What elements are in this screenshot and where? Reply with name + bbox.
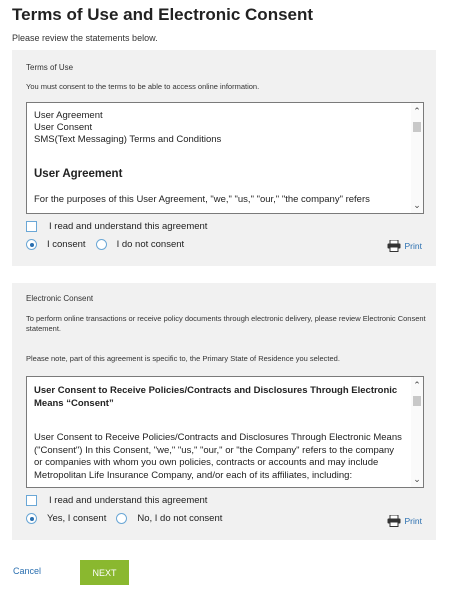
chevron-up-icon[interactable]: ⌃ bbox=[413, 380, 421, 390]
electronic-consent-yes-label: Yes, I consent bbox=[47, 513, 107, 524]
consent-document-box[interactable] bbox=[26, 376, 424, 488]
electronic-consent-radio-no[interactable] bbox=[116, 513, 127, 524]
doc-link-user-consent[interactable]: User Consent bbox=[34, 122, 93, 133]
terms-scrollbar[interactable] bbox=[411, 103, 423, 213]
page-subtitle: Please review the statements below. bbox=[12, 33, 158, 43]
print-icon bbox=[387, 515, 401, 527]
doc-link-user-agreement[interactable]: User Agreement bbox=[34, 110, 103, 121]
terms-document-content bbox=[34, 110, 403, 206]
chevron-up-icon[interactable]: ⌃ bbox=[413, 106, 421, 116]
terms-read-checkbox-label: I read and understand this agreement bbox=[49, 221, 208, 232]
terms-of-use-note: You must consent to the terms to be able to access online information. bbox=[26, 82, 260, 91]
consent-document-content bbox=[34, 384, 403, 482]
next-button[interactable]: NEXT bbox=[80, 560, 129, 585]
chevron-down-icon[interactable]: ⌄ bbox=[413, 200, 421, 210]
page-title: Terms of Use and Electronic Consent bbox=[12, 5, 314, 24]
terms-consent-radio-no[interactable] bbox=[96, 239, 107, 250]
doc-section-heading: User Agreement bbox=[34, 168, 123, 180]
electronic-consent-radio-yes[interactable] bbox=[26, 513, 37, 524]
terms-print-label: Print bbox=[404, 241, 422, 251]
consent-print-label: Print bbox=[404, 516, 422, 526]
cancel-link[interactable]: Cancel bbox=[13, 566, 42, 576]
terms-read-checkbox-row[interactable] bbox=[26, 221, 207, 232]
consent-scrollbar[interactable] bbox=[411, 377, 423, 487]
consent-print-link[interactable] bbox=[387, 515, 422, 527]
consent-doc-paragraph: User Consent to Receive Policies/Contracts and Disclosures Through Electronic Means ("Consent") In this Consent, "we," "us," "our," or "the Company" refers to the company or companies with whom you own policies, contracts or accounts and may include Metropolitan Life Insurance Company, and/or each of its affiliates, including: bbox=[34, 432, 402, 481]
print-icon bbox=[387, 240, 401, 252]
electronic-consent-heading: Electronic Consent bbox=[26, 294, 94, 303]
terms-document-box[interactable] bbox=[26, 102, 424, 214]
consent-read-checkbox-label: I read and understand this agreement bbox=[49, 495, 208, 506]
chevron-down-icon[interactable]: ⌄ bbox=[413, 474, 421, 484]
electronic-consent-panel bbox=[12, 283, 436, 540]
consent-doc-heading: User Consent to Receive Policies/Contracts and Disclosures Through Electronic Means “Consent” bbox=[34, 385, 398, 409]
terms-consent-no-label: I do not consent bbox=[116, 239, 185, 250]
electronic-consent-note-state: Please note, part of this agreement is specific to, the Primary State of Residence you selected. bbox=[26, 354, 340, 363]
terms-of-use-heading: Terms of Use bbox=[26, 63, 74, 72]
electronic-consent-note: To perform online transactions or receive policy documents through electronic delivery, please review Electronic Consent statement. bbox=[26, 314, 426, 333]
terms-read-checkbox[interactable] bbox=[26, 221, 37, 232]
scroll-thumb[interactable] bbox=[413, 396, 421, 406]
terms-consent-radio-yes[interactable] bbox=[26, 239, 37, 250]
terms-print-link[interactable] bbox=[387, 240, 422, 252]
consent-read-checkbox-row[interactable] bbox=[26, 495, 207, 506]
terms-of-use-panel bbox=[12, 50, 436, 266]
scroll-thumb[interactable] bbox=[413, 122, 421, 132]
doc-link-sms-terms[interactable]: SMS(Text Messaging) Terms and Conditions bbox=[34, 134, 222, 145]
electronic-consent-no-label: No, I do not consent bbox=[137, 513, 223, 524]
terms-consent-yes-label: I consent bbox=[47, 239, 86, 250]
doc-paragraph: For the purposes of this User Agreement, "we," "us," "our," "the company" refers bbox=[34, 194, 370, 205]
electronic-consent-radio-group bbox=[26, 513, 232, 524]
terms-consent-radio-group bbox=[26, 239, 194, 250]
consent-read-checkbox[interactable] bbox=[26, 495, 37, 506]
